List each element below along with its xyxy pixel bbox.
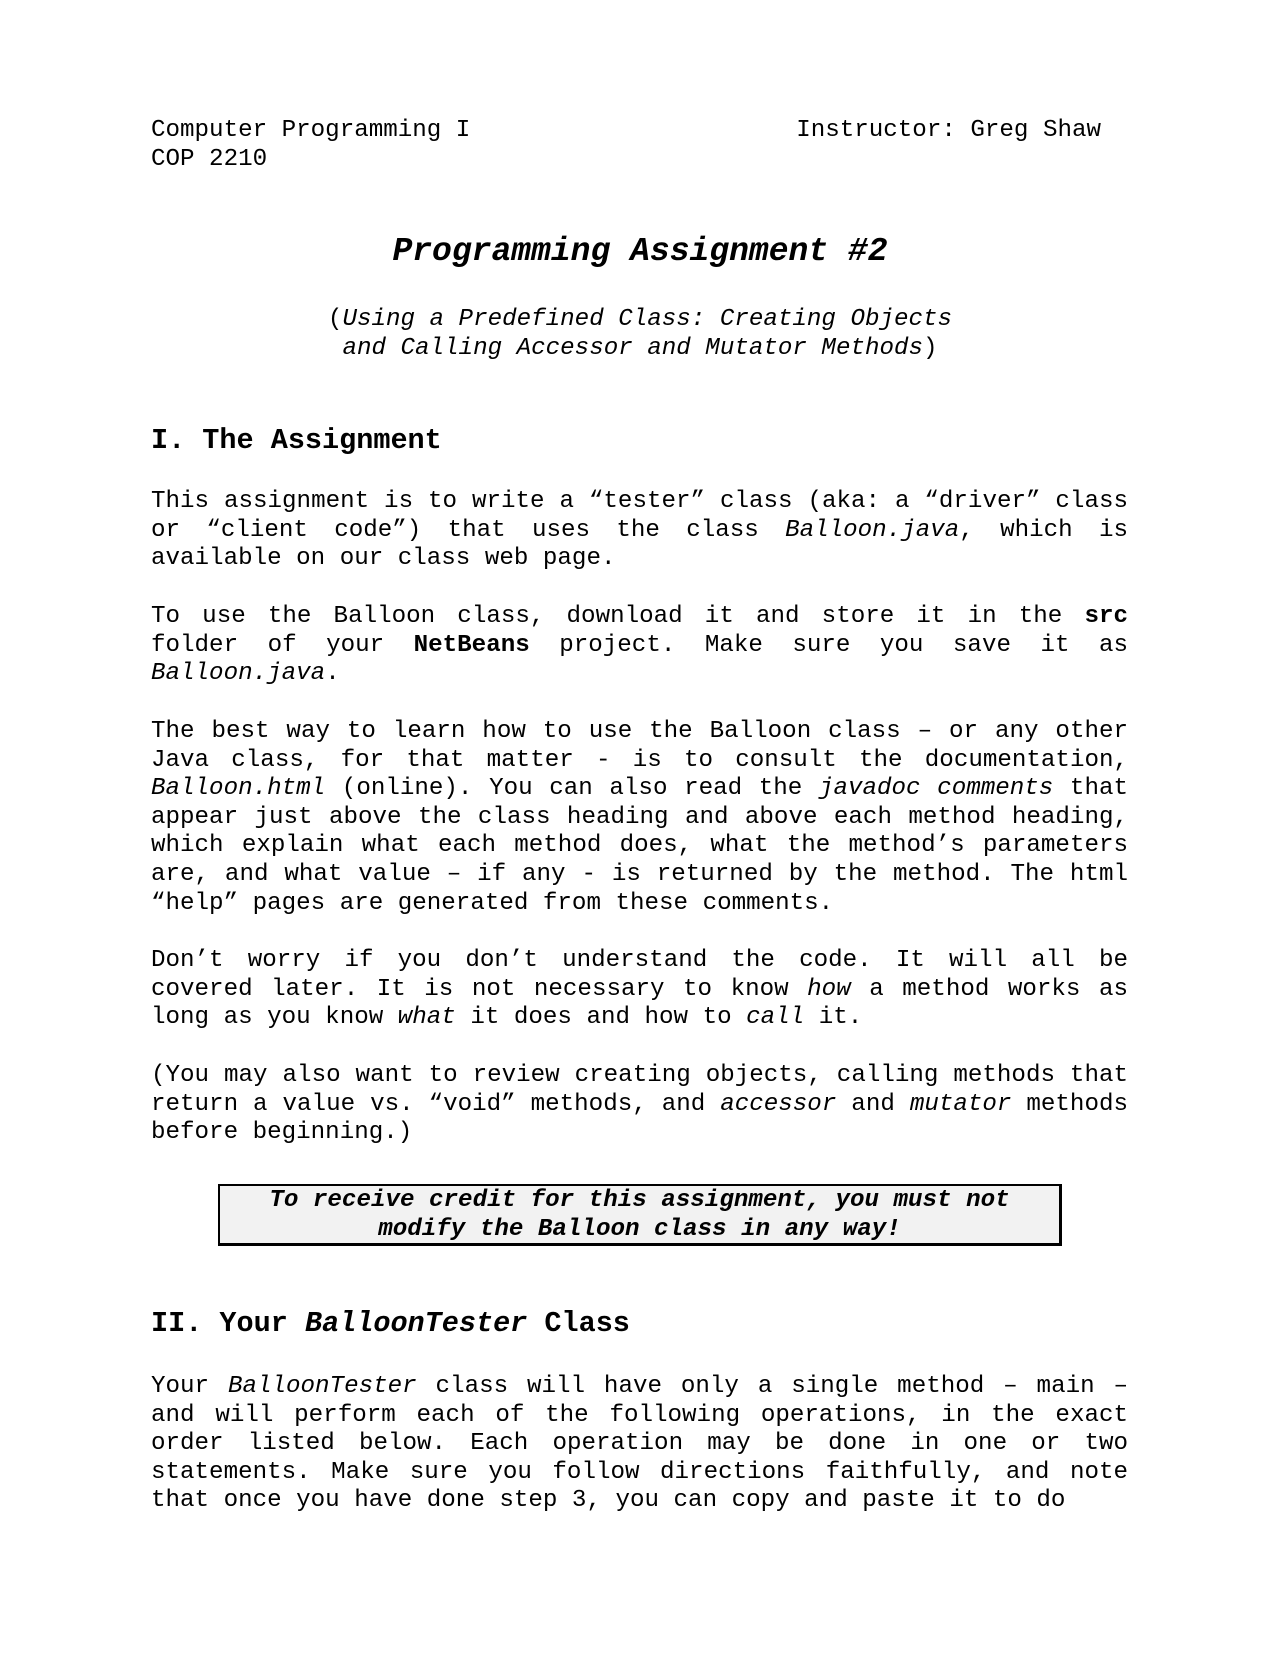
text-run: Don’t worry if you don’t understand the code. It will all be covered later. It is not necessary to know [151, 947, 1128, 1003]
section-1-paragraph-5 [151, 1062, 1128, 1148]
text-run: and [836, 1090, 910, 1118]
netbeans-term: NetBeans [413, 631, 530, 659]
section-1-heading: I. The Assignment [151, 424, 442, 457]
notice-line-1: To receive credit for this assignment, you must not [269, 1187, 1010, 1214]
text-run: (You may also want to review creating objects, calling methods that return a value vs. “void” methods, and [151, 1062, 1128, 1118]
credit-notice-box [218, 1184, 1062, 1246]
notice-line-2: modify the Balloon class in any way! [378, 1215, 901, 1243]
heading-prefix: II. Your [151, 1307, 305, 1340]
text-run: class will have only a single method – main – and will perform each of the following operations, in the exact order listed below. Each operation may be done in one or two statements. Make sure you follow directions faithfully, and note that once you have done step 3, you can copy and paste it to do [151, 1373, 1129, 1515]
text-run: it. [804, 1004, 863, 1032]
emphasis-call: call [746, 1004, 805, 1032]
text-run: project. Make sure you save it as [529, 631, 1128, 659]
emphasis-what: what [397, 1004, 456, 1032]
header-row [151, 117, 1101, 146]
balloon-java-filename: Balloon.java [151, 660, 326, 688]
balloon-html-filename: Balloon.html [151, 775, 326, 803]
section-1-paragraph-3 [151, 718, 1128, 918]
balloon-java-filename: Balloon.java [785, 516, 960, 544]
section-1-paragraph-1 [151, 488, 1128, 574]
text-run: methods before beginning.) [151, 1090, 1128, 1147]
document-header [151, 117, 1101, 174]
subtitle-open-paren: ( [327, 306, 343, 333]
emphasis-how: how [807, 975, 851, 1003]
instructor-name: Instructor: Greg Shaw [796, 117, 1101, 144]
course-name: Computer Programming I [151, 117, 471, 144]
text-run: a method works as long as you know [151, 975, 1128, 1032]
section-2-paragraph-1 [151, 1373, 1128, 1516]
text-run: To use the Balloon class, download it and store it in the [151, 603, 1085, 630]
text-run: (online). You can also read the [325, 775, 819, 803]
text-run: . [325, 660, 340, 688]
accessor-term: accessor [720, 1090, 837, 1118]
text-run: that appear just above the class heading and above each method heading, which explain what each method does, what the method’s parameters are, and what value – if any - is returned by the method. The html “help” pages are generated from these comments. [151, 775, 1128, 917]
heading-class-name: BalloonTester [304, 1307, 528, 1340]
text-run: folder of your [151, 631, 414, 659]
text-run: , which is available on our class web page. [151, 516, 1128, 573]
page-title: Programming Assignment #2 [392, 233, 888, 270]
subtitle-line-1 [0, 305, 1280, 334]
text-run: The best way to learn how to use the Balloon class – or any other Java class, for that matter - is to consult the documentation, [151, 718, 1128, 774]
text-run: it does and how to [455, 1004, 747, 1032]
mutator-term: mutator [909, 1090, 1012, 1118]
section-1-paragraph-2 [151, 603, 1128, 689]
subtitle-close-paren: ) [923, 335, 938, 362]
balloontester-class-name: BalloonTester [227, 1373, 417, 1400]
course-code: COP 2210 [151, 145, 268, 173]
heading-suffix: Class [527, 1307, 630, 1340]
subtitle-line-1-text: Using a Predefined Class: Creating Objects [342, 306, 953, 333]
section-1-paragraph-4 [151, 947, 1128, 1033]
text-run: Your [151, 1373, 228, 1400]
section-2-heading [151, 1307, 630, 1341]
page-subtitle [0, 305, 1280, 363]
src-folder-term: src [1084, 603, 1128, 630]
text-run: This assignment is to write a “tester” class (aka: a “driver” class or “client code”) that uses the class [151, 488, 1128, 544]
subtitle-line-2 [0, 334, 1280, 363]
javadoc-comments-term: javadoc comments [818, 775, 1054, 803]
subtitle-line-2-text: and Calling Accessor and Mutator Methods [342, 335, 924, 362]
